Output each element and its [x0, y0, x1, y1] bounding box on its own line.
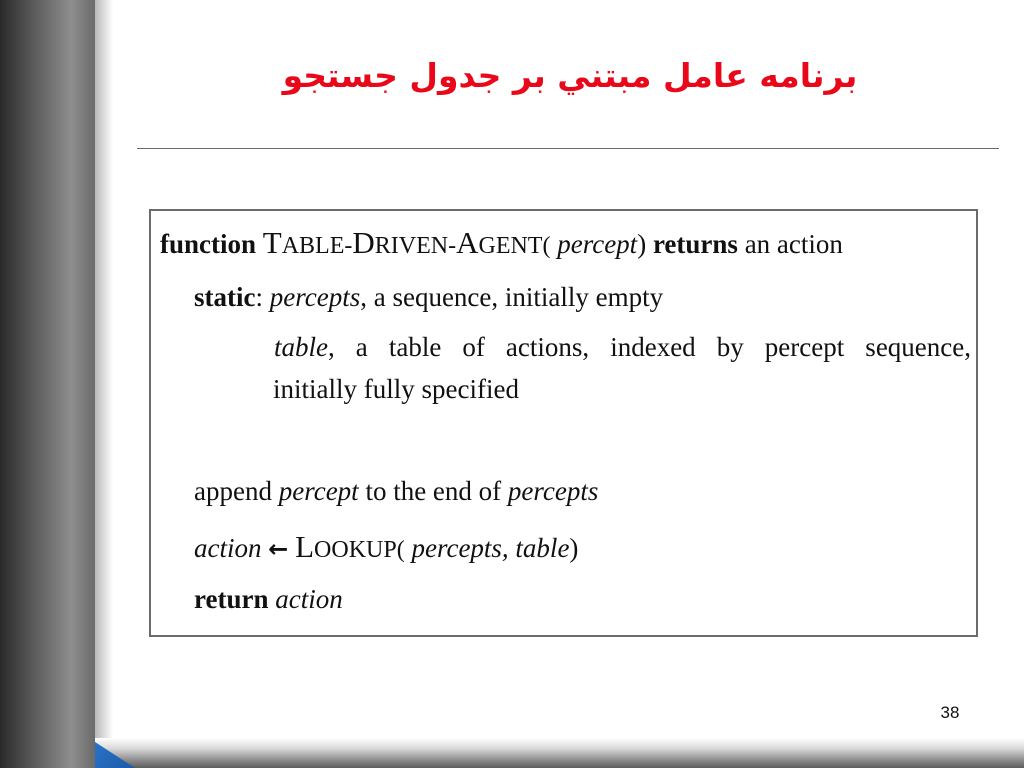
table-description-continued: initially fully specified: [273, 374, 519, 404]
algo-line-append: [194, 475, 598, 507]
param-percept: percept: [557, 229, 638, 259]
table-description: , a table of actions, indexed by percept sequence,: [328, 332, 971, 362]
close-paren: ): [637, 229, 647, 259]
left-bar-shadow: [95, 0, 113, 768]
left-arrow-icon: ←: [268, 535, 289, 563]
percepts-description: , a sequence, initially empty: [360, 282, 664, 312]
var-table: table: [274, 332, 328, 362]
lookup-args: percepts, table: [411, 533, 570, 563]
algo-line-table: [274, 331, 971, 363]
keyword-static: static: [194, 282, 256, 312]
bottom-decorative-band: [95, 738, 1024, 768]
lookup-function-name: LOOKUP(: [295, 529, 405, 564]
return-description: an action: [744, 229, 843, 259]
page-number: 38: [940, 703, 960, 722]
append-word: append: [194, 476, 272, 506]
lookup-close-paren: ): [569, 533, 579, 563]
var-percept: percept: [278, 476, 359, 506]
algo-line-lookup: [194, 531, 578, 566]
append-middle: to the end of: [365, 476, 502, 506]
algo-line-return: [194, 583, 343, 615]
static-colon: :: [255, 282, 263, 312]
algo-line-function-header: [160, 227, 843, 262]
algorithm-box: [149, 209, 978, 637]
function-name: TABLE-DRIVEN-AGENT(: [262, 225, 551, 260]
keyword-returns: returns: [652, 229, 738, 259]
var-percepts-target: percepts: [507, 476, 599, 506]
var-action: action: [194, 533, 262, 563]
slide-title: برنامه عامل مبتني بر جدول جستجو: [282, 56, 858, 95]
algo-line-static: [194, 281, 663, 313]
var-percepts: percepts: [269, 282, 361, 312]
title-divider: [137, 148, 999, 149]
return-value-action: action: [275, 584, 343, 614]
keyword-function: function: [160, 229, 257, 259]
left-decorative-bar: [0, 0, 95, 768]
algo-line-table-cont: [273, 373, 519, 405]
keyword-return: return: [194, 584, 269, 614]
